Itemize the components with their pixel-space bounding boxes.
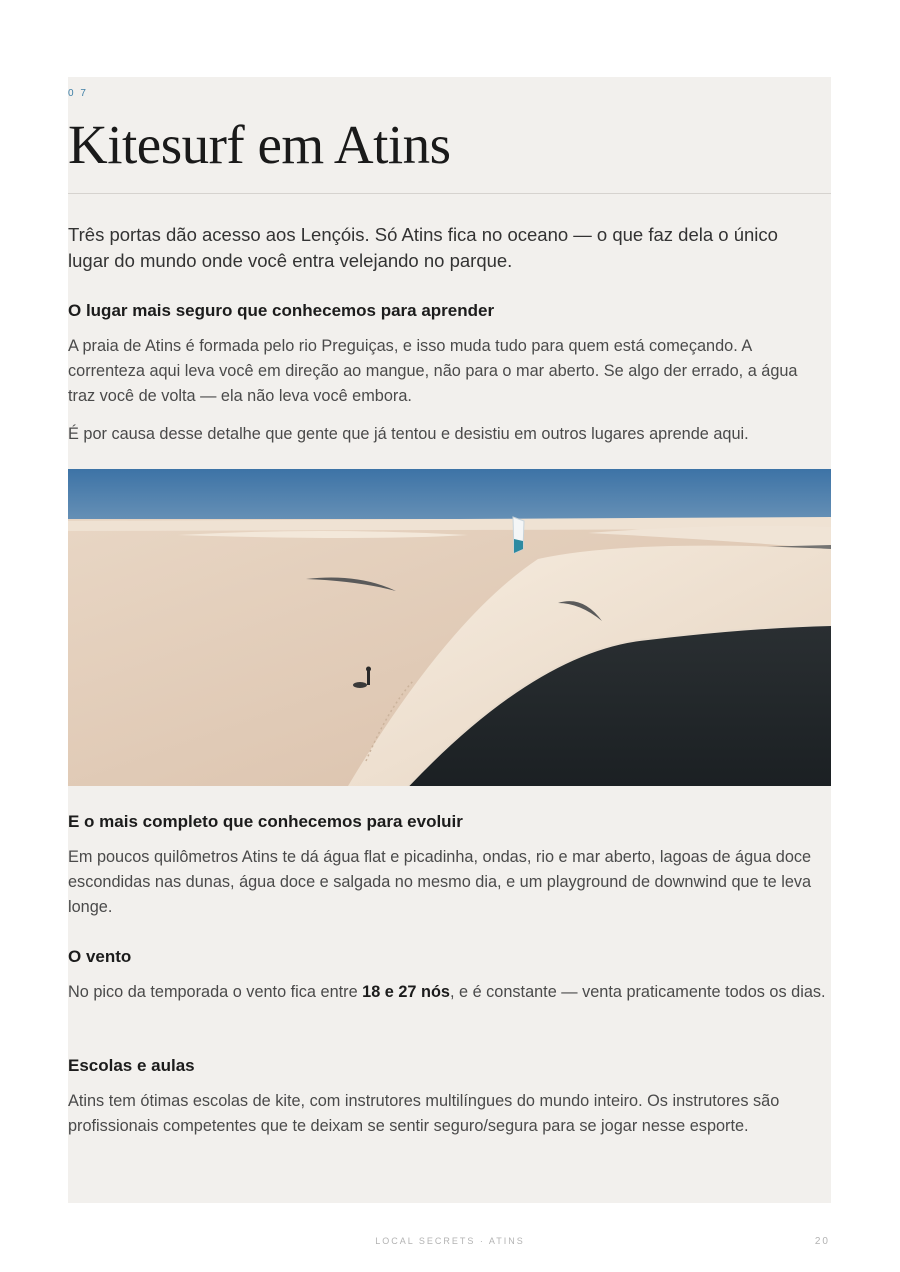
footer-brand: LOCAL SECRETS · ATINS	[375, 1236, 525, 1246]
paragraph-learn-1: A praia de Atins é formada pelo rio Preguiças, e isso muda tudo para quem está começando. A correnteza aqui leva você em direção ao mangue, não para o mar aberto. Se algo der errado, a água traz você de volta — ela não leva você embora.	[68, 337, 798, 405]
paragraph-schools: Atins tem ótimas escolas de kite, com instrutores multilíngues do mundo inteiro. Os instrutores são profissionais competentes que te deixam se sentir seguro/segura para se jogar nesse esporte.	[68, 1092, 780, 1135]
lead-paragraph: Três portas dão acesso aos Lençóis. Só Atins fica no oceano — o que faz dela o único lugar do mundo onde você entra velejando no parque.	[68, 224, 778, 271]
heading-evolve: E o mais completo que conhecemos para evoluir	[68, 812, 463, 831]
page-number: 20	[814, 1236, 830, 1247]
heading-schools: Escolas e aulas	[68, 1056, 195, 1075]
dunes-illustration	[68, 469, 831, 786]
title-divider	[68, 193, 831, 194]
wind-speed-range: 18 e 27 nós	[362, 983, 450, 1001]
paragraph-evolve: Em poucos quilômetros Atins te dá água flat e picadinha, ondas, rio e mar aberto, lagoas de água doce escondidas nas dunas, água doce e salgada no mesmo dia, e um playground de downwind que te leva longe.	[68, 848, 812, 916]
wind-text-after: , e é constante — venta praticamente todos os dias.	[449, 983, 826, 1001]
heading-wind: O vento	[68, 947, 132, 966]
wind-text-before: No pico da temporada o vento fica entre	[68, 983, 363, 1001]
section-number: 0 7	[68, 88, 88, 99]
content-panel	[68, 77, 831, 1203]
kitesurf-dunes-photo	[68, 469, 831, 786]
paragraph-wind	[68, 980, 828, 1005]
page-title: Kitesurf em Atins	[68, 114, 451, 175]
paragraph-learn-2: É por causa desse detalhe que gente que já tentou e desistiu em outros lugares aprende aqui.	[68, 425, 749, 443]
heading-learn: O lugar mais seguro que conhecemos para aprender	[68, 301, 495, 320]
